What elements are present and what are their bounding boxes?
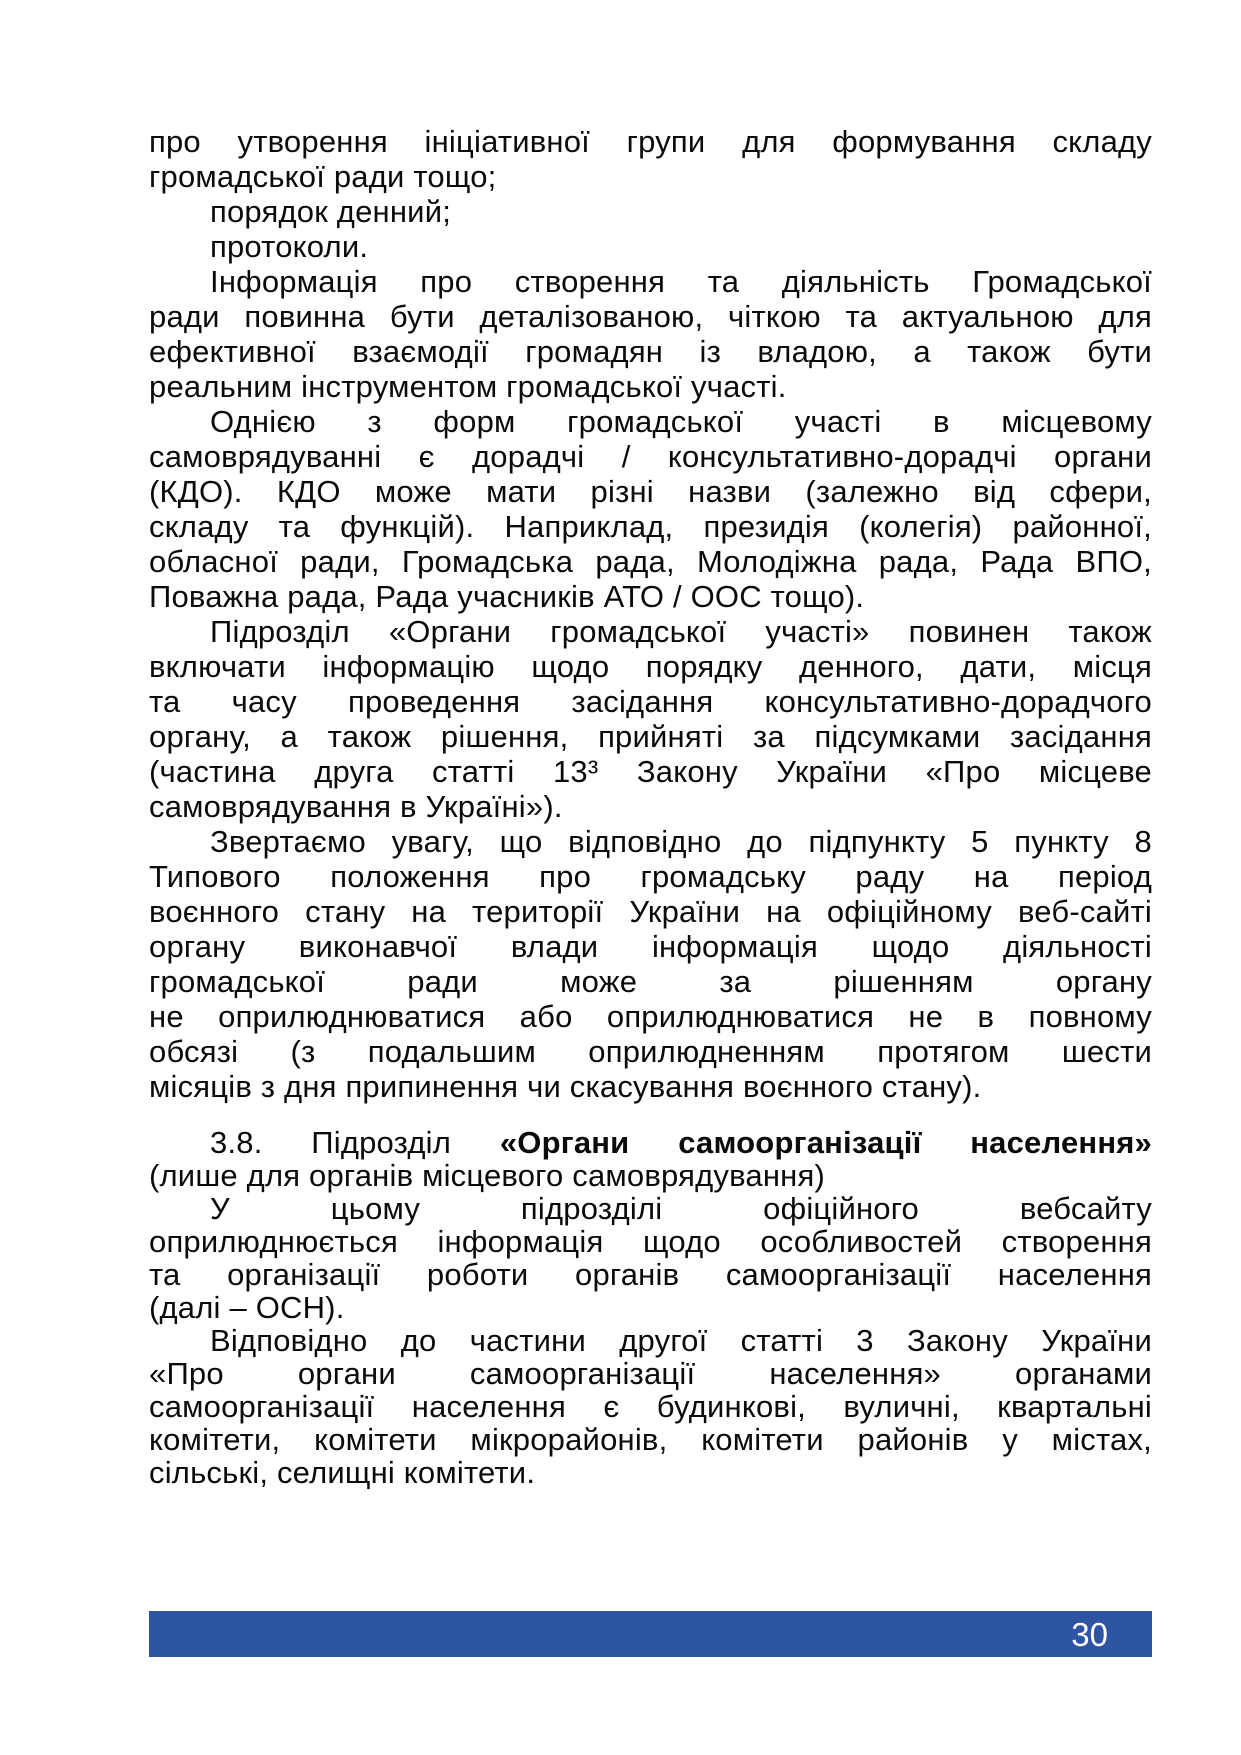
text-line: Звертаємо увагу, що відповідно до підпункту 5 пункту 8 xyxy=(210,824,1152,859)
text-line: Відповідно до частини другої статті 3 Закону України xyxy=(210,1323,1152,1358)
text-line: самоврядуванні є дорадчі / консультативно-дорадчі органи xyxy=(149,439,1152,474)
text-line: включати інформацію щодо порядку денного, дати, місця xyxy=(149,649,1152,684)
paragraph xyxy=(149,1126,1152,1192)
text-line: самоврядування в Україні»). xyxy=(149,789,563,824)
text-line: (лише для органів місцевого самоврядування) xyxy=(149,1158,825,1193)
footer-bar xyxy=(149,1611,1152,1657)
document-body xyxy=(149,124,1152,1489)
paragraph xyxy=(149,404,1152,614)
paragraph xyxy=(149,229,1152,264)
text-line: Однією з форм громадської участі в місцевому xyxy=(210,404,1152,439)
text-line: сільські, селищні комітети. xyxy=(149,1455,536,1490)
text-line: місяців з дня припинення чи скасування воєнного стану). xyxy=(149,1069,982,1104)
page-number: 30 xyxy=(1071,1615,1108,1653)
text-line: порядок денний; xyxy=(210,194,452,229)
paragraph xyxy=(149,614,1152,824)
text-line: органу виконавчої влади інформація щодо діяльності xyxy=(149,929,1152,964)
text-line: (далі – ОСН). xyxy=(149,1290,345,1325)
text-line: «Про органи самоорганізації населення» органами xyxy=(149,1356,1152,1391)
text-line: та часу проведення засідання консультативно-дорадчого xyxy=(149,684,1152,719)
text-line: та організації роботи органів самоорганізації населення xyxy=(149,1257,1152,1292)
text-line: органу, а також рішення, прийняті за підсумками засідання xyxy=(149,719,1152,754)
text-line: оприлюднюється інформація щодо особливостей створення xyxy=(149,1224,1152,1259)
text-line: воєнного стану на території України на офіційному веб-сайті xyxy=(149,894,1152,929)
text-line: Поважна рада, Рада учасників АТО / ООС тощо). xyxy=(149,579,865,614)
text-line: обсязі (з подальшим оприлюдненням протягом шести xyxy=(149,1034,1152,1069)
paragraph xyxy=(149,1192,1152,1324)
paragraph xyxy=(149,194,1152,229)
text-line: самоорганізації населення є будинкові, вуличні, квартальні xyxy=(149,1389,1152,1424)
text-line: У цьому підрозділі офіційного вебсайту xyxy=(210,1191,1152,1226)
paragraph xyxy=(149,1324,1152,1489)
text-line: (КДО). КДО може мати різні назви (залежно від сфери, xyxy=(149,474,1152,509)
paragraph xyxy=(149,824,1152,1104)
text-line: реальним інструментом громадської участі. xyxy=(149,369,787,404)
paragraph xyxy=(149,124,1152,194)
text-line: ради повинна бути деталізованою, чіткою та актуальною для xyxy=(149,299,1152,334)
text-line: Підрозділ «Органи громадської участі» повинен також xyxy=(210,614,1152,649)
text-line: громадської ради може за рішенням органу xyxy=(149,964,1152,999)
text-line: складу та функцій). Наприклад, президія (колегія) районної, xyxy=(149,509,1152,544)
text-line xyxy=(149,1126,1152,1159)
text-line: громадської ради тощо; xyxy=(149,159,497,194)
text-line: не оприлюднюватися або оприлюднюватися не в повному xyxy=(149,999,1152,1034)
paragraph xyxy=(149,264,1152,404)
bold-text: «Органи самоорганізації населення» xyxy=(499,1125,1153,1160)
text-line: про утворення ініціативної групи для формування складу xyxy=(149,124,1152,159)
text-line: протоколи. xyxy=(210,229,369,264)
text-line: Інформація про створення та діяльність Громадської xyxy=(210,264,1152,299)
text-line: Типового положення про громадську раду на період xyxy=(149,859,1152,894)
text-line: комітети, комітети мікрорайонів, комітети районів у містах, xyxy=(149,1422,1152,1457)
text-line: обласної ради, Громадська рада, Молодіжна рада, Рада ВПО, xyxy=(149,544,1152,579)
text-line: ефективної взаємодії громадян із владою, а також бути xyxy=(149,334,1152,369)
text-segment: 3.8. Підрозділ xyxy=(210,1125,500,1160)
text-line: (частина друга статті 13³ Закону України «Про місцеве xyxy=(149,754,1152,789)
